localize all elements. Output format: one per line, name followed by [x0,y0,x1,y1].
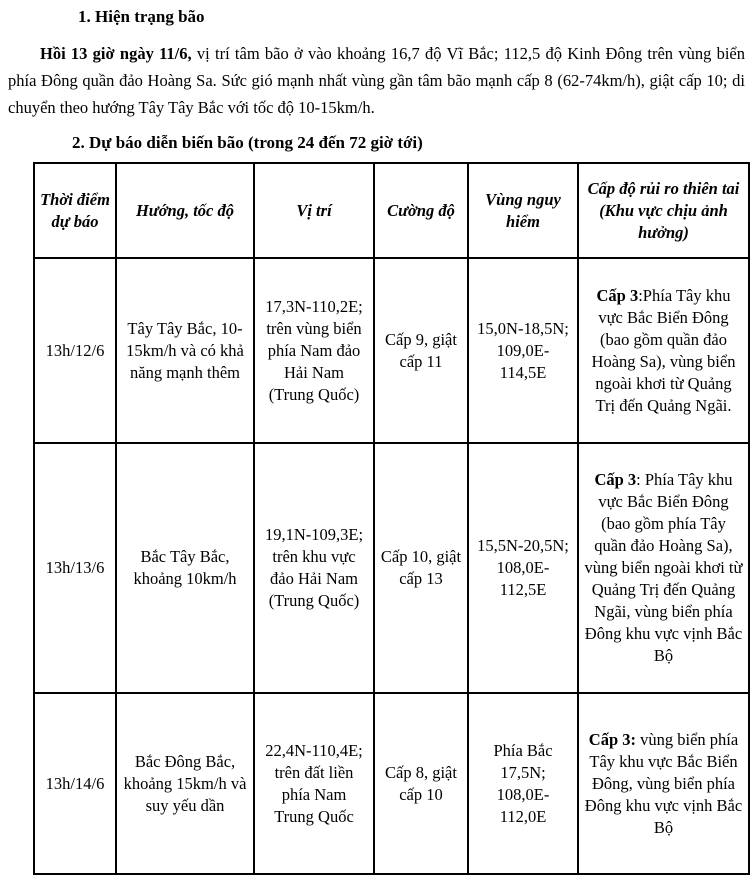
cell-risk-level [578,693,749,874]
cell-danger-zone: Phía Bắc 17,5N; 108,0E-112,0E [468,693,578,874]
forecast-table [33,162,750,875]
cell-forecast-time: 13h/14/6 [34,693,116,874]
col-header-intensity: Cường độ [374,163,468,258]
cell-direction-speed: Bắc Tây Bắc, khoảng 10km/h [116,443,254,693]
cell-position: 17,3N-110,2E; trên vùng biển phía Nam đảo Hải Nam (Trung Quốc) [254,258,374,443]
risk-level-text: vùng biển phía Tây khu vực Bắc Biển Đông, vùng biển phía Đông khu vực vịnh Bắc Bộ [584,729,743,837]
table-header-row [34,163,749,258]
col-header-risk-level: Cấp độ rủi ro thiên tai (Khu vực chịu ảnh hưởng) [578,163,749,258]
risk-level-label: Cấp 3 [594,470,637,489]
paragraph-lead: Hồi 13 giờ ngày 11/6, [40,44,192,63]
risk-level-text: :Phía Tây khu vực Bắc Biển Đông (bao gồm quần đảo Hoàng Sa), vùng biển ngoài khơi từ Quảng Trị đến Quảng Ngãi. [591,285,736,415]
cell-intensity: Cấp 10, giật cấp 13 [374,443,468,693]
paragraph-body: vị trí tâm bão ở vào khoảng 16,7 độ Vĩ Bắc; 112,5 độ Kinh Đông trên vùng biển phía Đông quần đảo Hoàng Sa. Sức gió mạnh nhất vùng gần tâm bão mạnh cấp 8 (62-74km/h), giật cấp 10; di chuyển theo hướng Tây Tây Bắc với tốc độ 10-15km/h. [8,44,745,117]
table-row [34,693,749,874]
col-header-danger-zone: Vùng nguy hiểm [468,163,578,258]
table-row [34,443,749,693]
section-1-title: 1. Hiện trạng bão [78,7,205,26]
cell-position: 22,4N-110,4E; trên đất liền phía Nam Trung Quốc [254,693,374,874]
cell-danger-zone: 15,5N-20,5N; 108,0E-112,5E [468,443,578,693]
risk-level-text: : Phía Tây khu vực Bắc Biển Đông (bao gồm phía Tây quần đảo Hoàng Sa), vùng biển ngoài khơi từ Quảng Trị đến Quảng Ngãi, vùng biển phía Đông khu vực vịnh Bắc Bộ [584,470,743,665]
cell-forecast-time: 13h/13/6 [34,443,116,693]
cell-danger-zone: 15,0N-18,5N; 109,0E-114,5E [468,258,578,443]
cell-position: 19,1N-109,3E; trên khu vực đảo Hải Nam (Trung Quốc) [254,443,374,693]
cell-forecast-time: 13h/12/6 [34,258,116,443]
cell-direction-speed: Bắc Đông Bắc, khoảng 15km/h và suy yếu dần [116,693,254,874]
section-2-title: 2. Dự báo diễn biến bão (trong 24 đến 72 giờ tới) [72,133,423,152]
col-header-position: Vị trí [254,163,374,258]
col-header-forecast-time: Thời điểm dự báo [34,163,116,258]
cell-direction-speed: Tây Tây Bắc, 10-15km/h và có khả năng mạnh thêm [116,258,254,443]
cell-risk-level [578,443,749,693]
risk-level-label: Cấp 3 [596,285,639,305]
storm-status-paragraph [8,40,745,121]
cell-risk-level [578,258,749,443]
risk-level-label: Cấp 3: [588,729,636,749]
col-header-direction-speed: Hướng, tốc độ [116,163,254,258]
cell-intensity: Cấp 9, giật cấp 11 [374,258,468,443]
table-row [34,258,749,443]
cell-intensity: Cấp 8, giật cấp 10 [374,693,468,874]
